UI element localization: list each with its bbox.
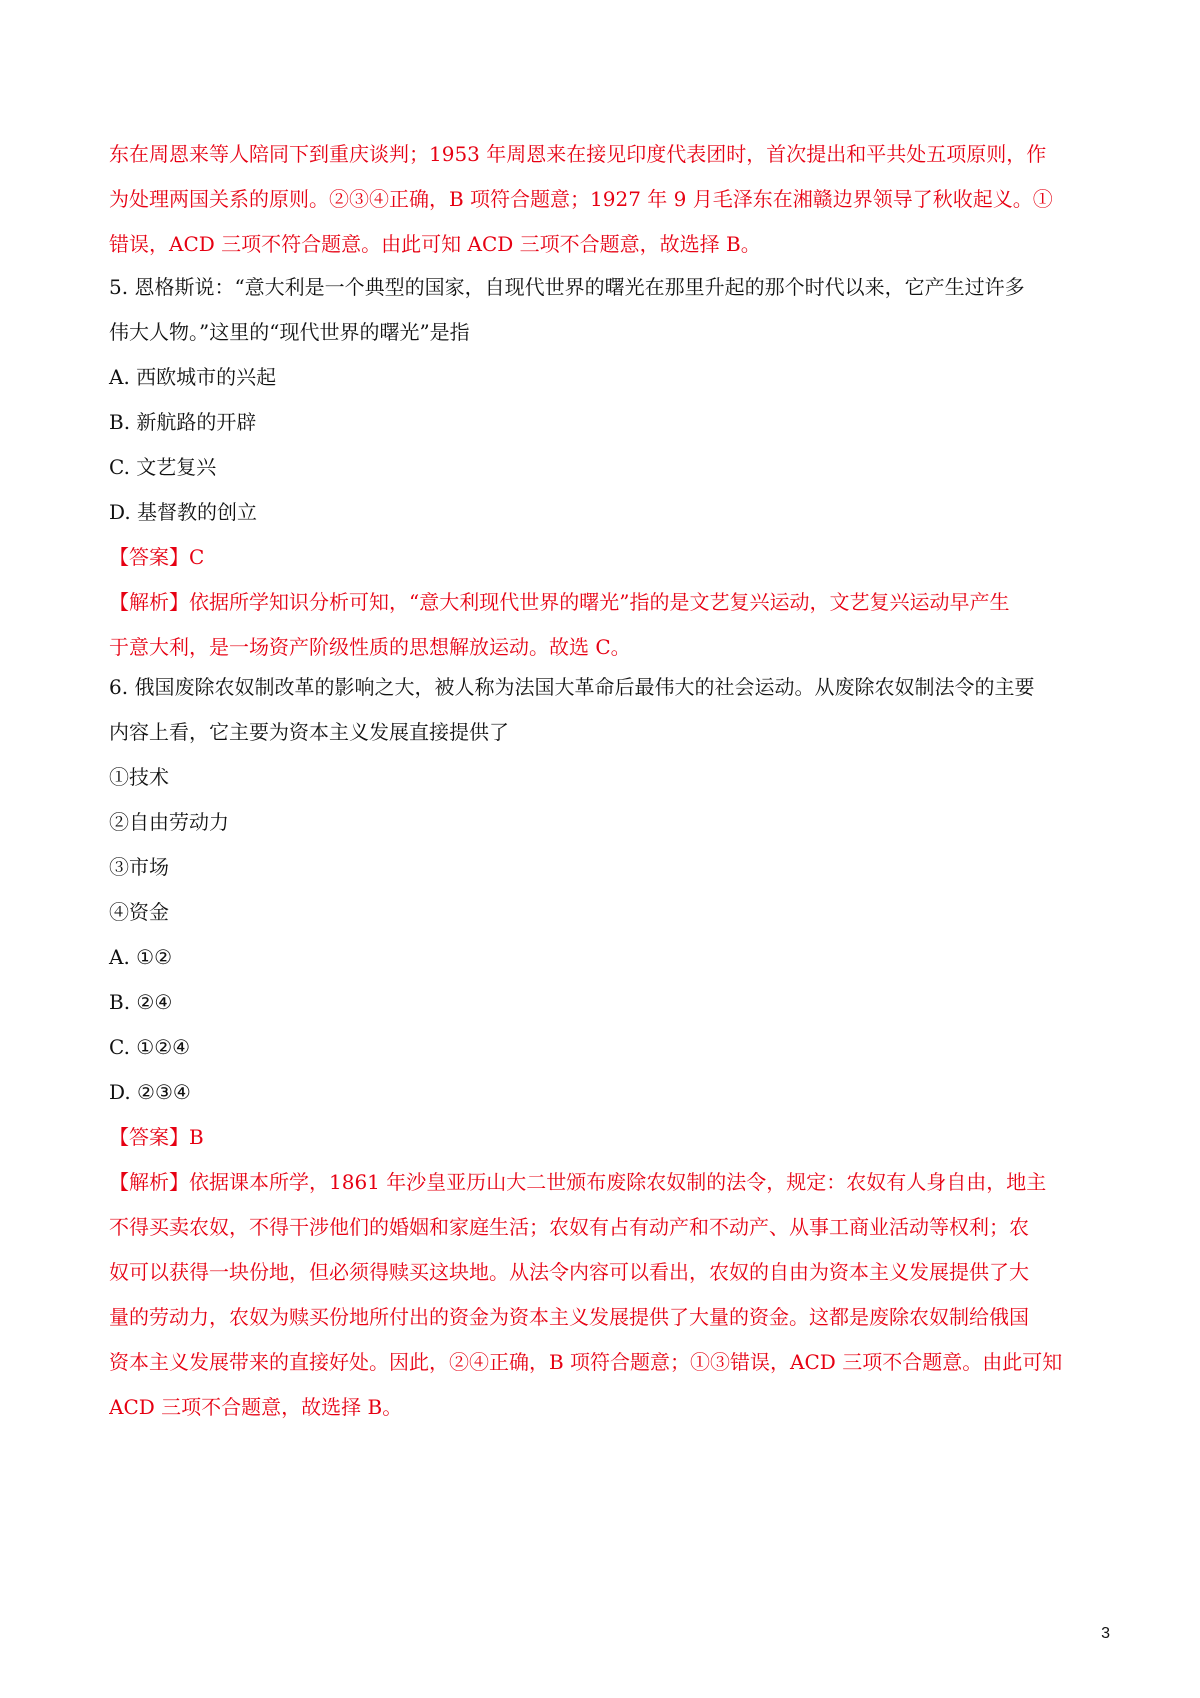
explanation-text: 依据所学知识分析可知，“意大利现代世界的曙光”指的是文艺复兴运动，文艺复兴运动早产生	[189, 590, 1010, 614]
carryover-explanation	[109, 132, 1099, 267]
answer-value: C	[189, 545, 205, 569]
question-stem-line: 内容上看，它主要为资本主义发展直接提供了	[109, 720, 509, 744]
explanation-line: 不得买卖农奴，不得干涉他们的婚姻和家庭生活；农奴有占有动产和不动产、从事工商业活动等权利；农	[109, 1215, 1029, 1239]
explanation-line: 于意大利，是一场资产阶级性质的思想解放运动。故选 C。	[109, 635, 631, 659]
explanation-text: 依据课本所学，1861 年沙皇亚历山大二世颁布废除农奴制的法令，规定：农奴有人身自由，地主	[189, 1170, 1047, 1194]
explanation-line: 资本主义发展带来的直接好处。因此，②④正确，B 项符合题意；①③错误，ACD 三项不合题意。由此可知	[109, 1350, 1063, 1374]
option-a: A. ①②	[109, 945, 173, 969]
answer-line	[109, 535, 1099, 580]
statement-item: ①技术	[109, 765, 169, 789]
explanation-line: ACD 三项不合题意，故选择 B。	[109, 1395, 403, 1419]
option-b: B. ②④	[109, 990, 173, 1014]
explanation-line: 量的劳动力，农奴为赎买份地所付出的资金为资本主义发展提供了大量的资金。这都是废除农奴制给俄国	[109, 1305, 1029, 1329]
explanation-label: 【解析】	[109, 1170, 189, 1194]
explanation-line: 奴可以获得一块份地，但必须得赎买这块地。从法令内容可以看出，农奴的自由为资本主义发展提供了大	[109, 1260, 1029, 1284]
question-stem-line: 伟大人物。”这里的“现代世界的曙光”是指	[109, 320, 470, 344]
statement-item: ③市场	[109, 855, 169, 879]
option-d: D. ②③④	[109, 1080, 191, 1104]
question-5	[109, 265, 1099, 670]
question-stem-line: 5. 恩格斯说：“意大利是一个典型的国家，自现代世界的曙光在那里升起的那个时代以来，它产生过许多	[109, 275, 1025, 299]
explanation-label: 【解析】	[109, 590, 189, 614]
page-number: 3	[1101, 1625, 1110, 1642]
answer-line	[109, 1115, 1099, 1160]
statement-item: ④资金	[109, 900, 169, 924]
option-a: A. 西欧城市的兴起	[109, 365, 277, 389]
option-b: B. 新航路的开辟	[109, 410, 257, 434]
question-stem-line: 6. 俄国废除农奴制改革的影响之大，被人称为法国大革命后最伟大的社会运动。从废除农奴制法令的主要	[109, 675, 1035, 699]
answer-value: B	[189, 1125, 204, 1149]
explanation-line: 东在周恩来等人陪同下到重庆谈判；1953 年周恩来在接见印度代表团时，首次提出和平共处五项原则，作	[109, 142, 1047, 166]
answer-label: 【答案】	[109, 1125, 189, 1149]
explanation-line: 错误，ACD 三项不符合题意。由此可知 ACD 三项不合题意，故选择 B。	[109, 232, 761, 256]
answer-label: 【答案】	[109, 545, 189, 569]
statement-item: ②自由劳动力	[109, 810, 229, 834]
option-d: D. 基督教的创立	[109, 500, 258, 524]
explanation-line: 为处理两国关系的原则。②③④正确，B 项符合题意；1927 年 9 月毛泽东在湘赣边界领导了秋收起义。①	[109, 187, 1053, 211]
explanation-line	[109, 1160, 1099, 1205]
option-c: C. 文艺复兴	[109, 455, 217, 479]
question-6	[109, 665, 1099, 1430]
explanation-line	[109, 580, 1099, 625]
option-c: C. ①②④	[109, 1035, 191, 1059]
